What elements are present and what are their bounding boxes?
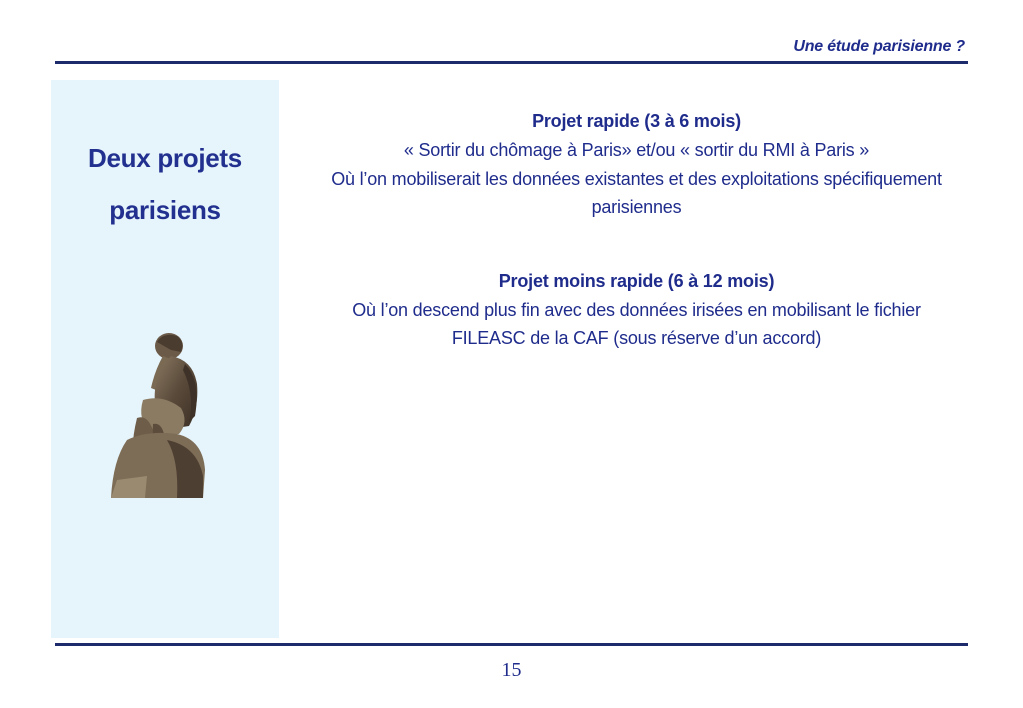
project-2-line-1a: Où l’on descend plus fin avec des données irisées en mobilisant le fichier [352, 300, 921, 320]
project-2-heading: Projet moins rapide (6 à 12 mois) [498, 271, 775, 291]
page-number: 15 [501, 659, 522, 681]
side-panel [51, 80, 279, 638]
project-1-line-2b: parisiennes [591, 197, 682, 217]
side-title [51, 132, 279, 236]
project-2-line-1b: FILEASC de la CAF (sous réserve d’un accord) [451, 328, 822, 348]
side-title-line-1: Deux projets [88, 143, 242, 173]
header-title: Une étude parisienne ? [793, 38, 965, 55]
main-content [290, 107, 983, 352]
project-1-line-2a: Où l’on mobiliserait les données existantes et des exploitations spécifiquement [331, 169, 942, 189]
spacer [290, 221, 983, 267]
project-1-line-1: « Sortir du chômage à Paris» et/ou « sortir du RMI à Paris » [403, 140, 870, 160]
thinker-statue-image [107, 330, 217, 502]
top-rule [55, 61, 968, 64]
project-1-heading: Projet rapide (3 à 6 mois) [532, 111, 741, 131]
bottom-rule [55, 643, 968, 646]
side-title-line-2: parisiens [109, 195, 221, 225]
